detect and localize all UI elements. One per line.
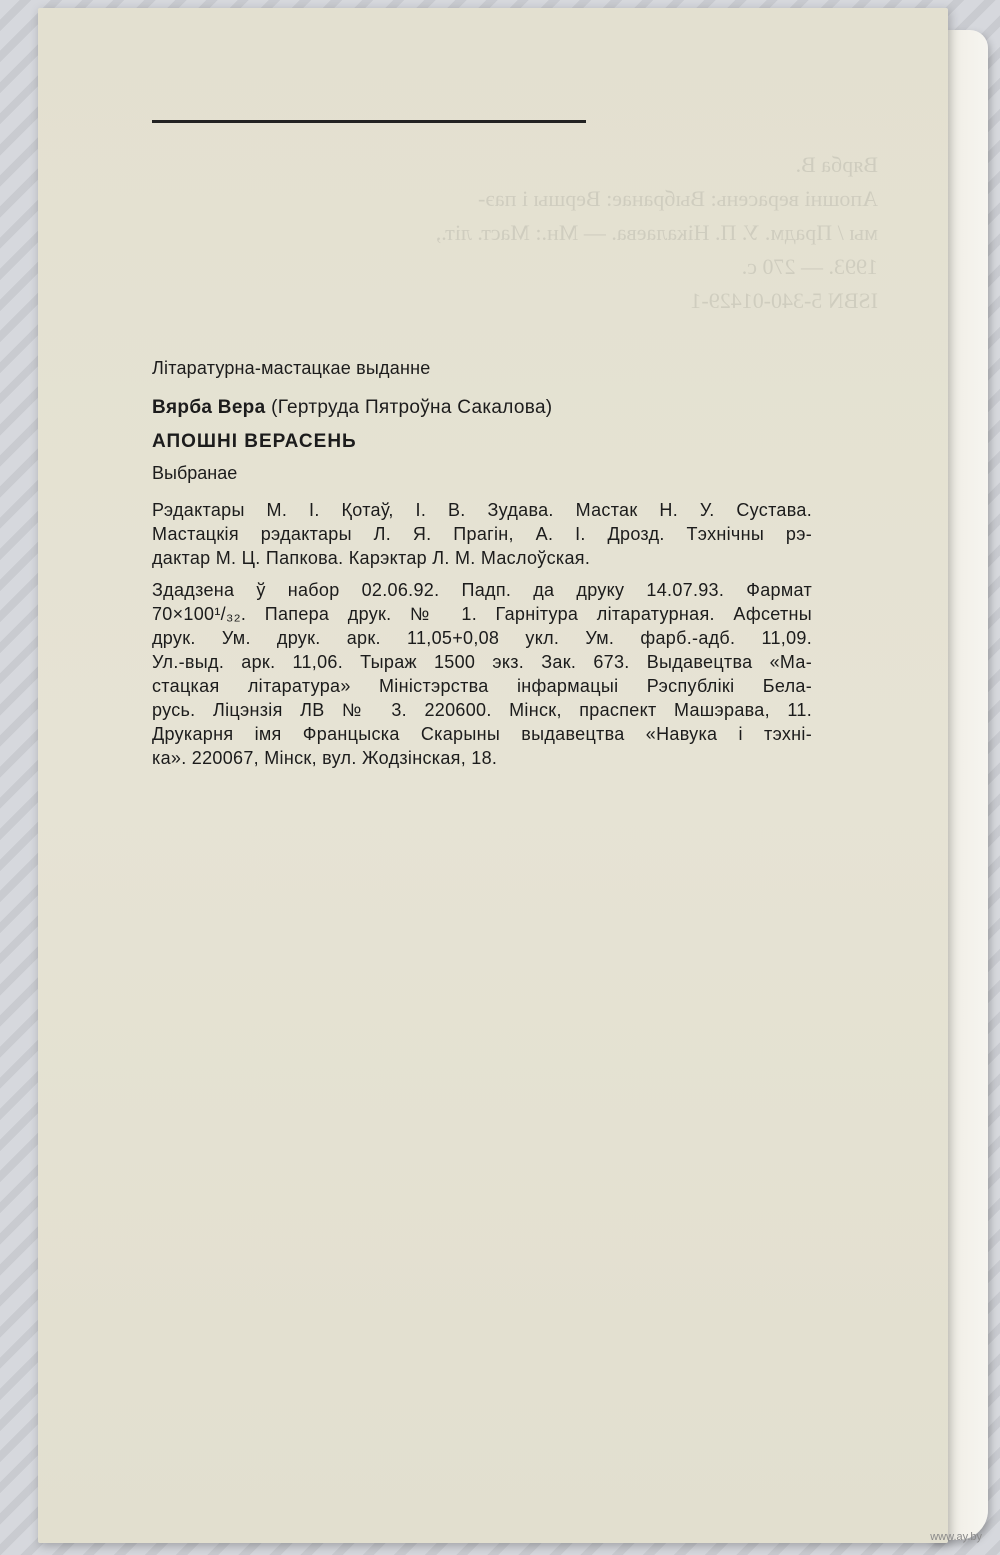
author-line <box>152 397 812 419</box>
book-page <box>38 8 948 1543</box>
colophon <box>152 358 812 778</box>
editors-line: дактар М. Ц. Папкова. Карэктар Л. М. Маслоўская. <box>152 548 591 568</box>
print-details-paragraph <box>152 578 812 770</box>
editors-line: Рэдактары М. І. Қотаў, І. В. Зудава. Мастак Н. У. Сустава. <box>152 500 812 520</box>
print-line: Друкарня імя Францыска Скарыны выдавецтва «Навука і тэхні- <box>152 724 812 744</box>
print-line: стацкая літаратура» Міністэрства інфармацыі Рэспублікі Бела- <box>152 676 812 696</box>
top-rule <box>152 120 586 123</box>
book-subtitle: Выбранае <box>152 463 238 483</box>
series-label: Літаратурна-мастацкае выданне <box>152 358 431 378</box>
author-real-name: (Гертруда Пятроўна Сакалова) <box>271 397 553 418</box>
bleed-line: ISBN 5-340-01429-1 <box>690 288 878 313</box>
bleed-line: мы / Прадм. У. П. Нікалаева. — Мн.: Маст. літ., <box>435 220 878 245</box>
print-line: Здадзена ў набор 02.06.92. Падп. да друку 14.07.93. Фармат <box>152 580 812 600</box>
author-name: Вярба Вера <box>152 397 266 418</box>
book-title: АПОШНІ ВЕРАСЕНЬ <box>152 431 357 452</box>
bleed-line: Апошні верасень: Выбранае: Вершы і паэ- <box>478 186 878 211</box>
editors-line: Мастацкія рэдактары Л. Я. Прагін, А. І. Дрозд. Тэхнічны рэ- <box>152 524 812 544</box>
print-line: Ул.-выд. арк. 11,06. Тыраж 1500 экз. Зак. 673. Выдавецтва «Ма- <box>152 652 812 672</box>
print-line: русь. Ліцэнзія ЛВ № 3. 220600. Мінск, праспект Машэрава, 11. <box>152 700 812 720</box>
bleed-line: Вярба В. <box>795 152 878 177</box>
print-line: ка». 220067, Мінск, вул. Жодзінская, 18. <box>152 748 498 768</box>
site-watermark: www.ay.by <box>930 1531 982 1543</box>
print-line: 70×100¹/₃₂. Папера друк. № 1. Гарнітура літаратурная. Афсетны <box>152 604 812 624</box>
bleed-line: 1993. — 270 с. <box>741 254 878 279</box>
print-line: друк. Ум. друк. арк. 11,05+0,08 укл. Ум. фарб.-адб. 11,09. <box>152 628 812 648</box>
editors-paragraph <box>152 498 812 570</box>
